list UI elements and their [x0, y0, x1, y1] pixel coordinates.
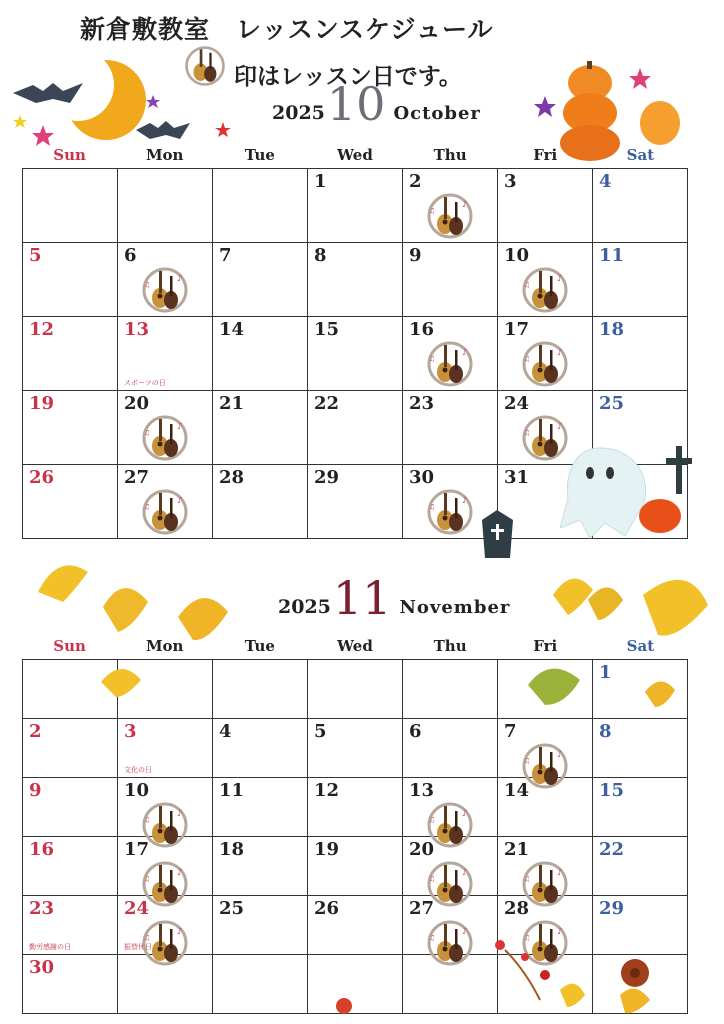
- calendar-day-cell: [213, 896, 308, 955]
- calendar-day-cell: [593, 837, 688, 896]
- calendar-day-cell: [118, 778, 213, 837]
- day-number: 14: [219, 319, 245, 340]
- calendar-day-cell: [498, 317, 593, 391]
- ginkgo-leaf-icon: [525, 660, 585, 710]
- october-month-name: October: [393, 103, 481, 124]
- day-number: 23: [29, 898, 55, 919]
- calendar-week-row: [23, 169, 688, 243]
- svg-text:♫: ♫: [144, 934, 151, 942]
- calendar-day-cell: [118, 243, 213, 317]
- svg-text:♫: ♫: [144, 429, 151, 437]
- calendar-week-row: [23, 837, 688, 896]
- svg-text:♫: ♫: [524, 875, 531, 883]
- svg-text:♪: ♪: [462, 496, 468, 506]
- day-number: 26: [29, 467, 55, 488]
- calendar-day-cell: [213, 719, 308, 778]
- guitar-lesson-icon: [520, 265, 570, 315]
- weekday-wed: Wed: [337, 637, 373, 655]
- svg-text:♫: ♫: [144, 816, 151, 824]
- calendar-day-cell: [23, 955, 118, 1014]
- day-number: 17: [124, 839, 150, 860]
- calendar-day-cell: [213, 169, 308, 243]
- guitar-lesson-icon: [140, 265, 190, 315]
- calendar-day-cell: [118, 896, 213, 955]
- calendar-day-cell: [23, 719, 118, 778]
- day-number: 2: [29, 721, 42, 742]
- calendar-day-cell: [498, 719, 593, 778]
- calendar-day-cell: [213, 660, 308, 719]
- day-number: 28: [219, 467, 245, 488]
- svg-text:♪: ♪: [462, 809, 468, 819]
- svg-text:♪: ♪: [462, 200, 468, 210]
- holiday-label: スポーツの日: [124, 379, 166, 387]
- page-subtitle: 印はレッスン日です。: [234, 64, 462, 90]
- calendar-day-cell: [213, 778, 308, 837]
- calendar-week-row: [23, 778, 688, 837]
- calendar-day-cell: [23, 837, 118, 896]
- svg-text:♪: ♪: [177, 422, 183, 432]
- weekday-sat: Sat: [626, 146, 655, 164]
- calendar-day-cell: [308, 719, 403, 778]
- day-number: 8: [599, 721, 612, 742]
- svg-text:♫: ♫: [524, 934, 531, 942]
- day-number: 17: [504, 319, 530, 340]
- autumn-leaves-decoration: [485, 935, 685, 1023]
- svg-text:♫: ♫: [144, 503, 151, 511]
- svg-text:♪: ♪: [462, 868, 468, 878]
- weekday-thu: Thu: [433, 146, 467, 164]
- calendar-day-cell: [213, 837, 308, 896]
- svg-text:♫: ♫: [524, 281, 531, 289]
- calendar-day-cell: [593, 169, 688, 243]
- calendar-day-cell: [593, 719, 688, 778]
- november-header: [278, 571, 511, 625]
- svg-text:♫: ♫: [524, 429, 531, 437]
- day-number: 18: [219, 839, 245, 860]
- day-number: 29: [599, 898, 625, 919]
- svg-text:♫: ♫: [144, 281, 151, 289]
- day-number: 3: [504, 171, 517, 192]
- weekday-thu: Thu: [433, 637, 467, 655]
- day-number: 14: [504, 780, 530, 801]
- weekday-wed: Wed: [337, 146, 373, 164]
- calendar-day-cell: [498, 837, 593, 896]
- day-number: 20: [409, 839, 435, 860]
- page-title: 新倉敷教室 レッスンスケジュール: [80, 15, 494, 44]
- day-number: 10: [504, 245, 530, 266]
- day-number: 25: [599, 393, 625, 414]
- calendar-day-cell: [23, 465, 118, 539]
- day-number: 1: [599, 662, 612, 683]
- november-month-number: 11: [332, 571, 392, 625]
- calendar-day-cell: [403, 837, 498, 896]
- day-number: 16: [29, 839, 55, 860]
- day-number: 27: [124, 467, 150, 488]
- day-number: 13: [409, 780, 435, 801]
- weekday-tue: Tue: [244, 637, 275, 655]
- day-number: 6: [124, 245, 137, 266]
- svg-text:♫: ♫: [429, 875, 436, 883]
- weekday-fri: Fri: [533, 146, 558, 164]
- november-year: 2025: [278, 596, 331, 618]
- svg-text:♫: ♫: [429, 934, 436, 942]
- svg-text:♪: ♪: [557, 348, 563, 358]
- weekday-sun: Sun: [53, 146, 86, 164]
- calendar-day-cell: [498, 243, 593, 317]
- day-number: 31: [504, 467, 530, 488]
- moon-bats-decoration: [8, 55, 248, 150]
- ginkgo-leaf-icon: [96, 662, 146, 702]
- october-weekday-header: [22, 146, 688, 164]
- day-number: 25: [219, 898, 245, 919]
- calendar-week-row: [23, 243, 688, 317]
- calendar-day-cell: [23, 896, 118, 955]
- calendar-day-cell: [498, 169, 593, 243]
- svg-text:♫: ♫: [429, 816, 436, 824]
- calendar-day-cell: [118, 837, 213, 896]
- calendar-day-cell: [308, 243, 403, 317]
- svg-text:♪: ♪: [177, 274, 183, 284]
- calendar-day-cell: [23, 391, 118, 465]
- calendar-day-cell: [118, 465, 213, 539]
- day-number: 9: [29, 780, 42, 801]
- ginkgo-leaves-right: [548, 565, 713, 645]
- day-number: 19: [314, 839, 340, 860]
- svg-text:♪: ♪: [557, 274, 563, 284]
- day-number: 9: [409, 245, 422, 266]
- svg-text:♪: ♪: [177, 868, 183, 878]
- day-number: 22: [599, 839, 625, 860]
- day-number: 30: [29, 957, 55, 978]
- svg-text:♪: ♪: [557, 422, 563, 432]
- day-number: 27: [409, 898, 435, 919]
- calendar-day-cell: [23, 169, 118, 243]
- calendar-day-cell: [23, 778, 118, 837]
- calendar-day-cell: [118, 719, 213, 778]
- calendar-day-cell: [593, 778, 688, 837]
- day-number: 26: [314, 898, 340, 919]
- ginkgo-leaf-icon: [640, 672, 680, 712]
- day-number: 15: [314, 319, 340, 340]
- holiday-label: 勤労感謝の日: [29, 943, 71, 951]
- day-number: 10: [124, 780, 150, 801]
- october-header: [272, 77, 481, 131]
- november-month-name: November: [399, 597, 511, 618]
- guitar-lesson-icon: [520, 339, 570, 389]
- calendar-day-cell: [308, 317, 403, 391]
- calendar-day-cell: [403, 169, 498, 243]
- calendar-day-cell: [213, 391, 308, 465]
- calendar-day-cell: [403, 778, 498, 837]
- weekday-mon: Mon: [145, 637, 184, 655]
- guitar-lesson-icon: [425, 339, 475, 389]
- calendar-day-cell: [308, 778, 403, 837]
- calendar-day-cell: [403, 243, 498, 317]
- day-number: 12: [314, 780, 340, 801]
- calendar-day-cell: [403, 719, 498, 778]
- day-number: 28: [504, 898, 530, 919]
- october-year: 2025: [272, 102, 325, 124]
- day-number: 13: [124, 319, 150, 340]
- october-month-number: 10: [326, 77, 386, 131]
- calendar-week-row: [23, 719, 688, 778]
- day-number: 1: [314, 171, 327, 192]
- day-number: 5: [29, 245, 42, 266]
- calendar-day-cell: [213, 465, 308, 539]
- day-number: 4: [599, 171, 612, 192]
- ghost-decoration: [480, 438, 695, 563]
- svg-text:♫: ♫: [429, 503, 436, 511]
- svg-text:♪: ♪: [177, 927, 183, 937]
- svg-text:♪: ♪: [557, 927, 563, 937]
- guitar-lesson-icon: [425, 487, 475, 537]
- svg-text:♪: ♪: [177, 496, 183, 506]
- calendar-day-cell: [23, 317, 118, 391]
- calendar-day-cell: [308, 391, 403, 465]
- holiday-label: 振替休日: [124, 943, 152, 951]
- day-number: 16: [409, 319, 435, 340]
- svg-text:♫: ♫: [429, 207, 436, 215]
- weekday-tue: Tue: [244, 146, 275, 164]
- weekday-sat: Sat: [626, 637, 655, 655]
- day-number: 24: [124, 898, 150, 919]
- day-number: 8: [314, 245, 327, 266]
- svg-text:♪: ♪: [462, 348, 468, 358]
- day-number: 11: [599, 245, 625, 266]
- calendar-day-cell: [23, 243, 118, 317]
- calendar-day-cell: [308, 955, 403, 1014]
- svg-text:♪: ♪: [177, 809, 183, 819]
- weekday-mon: Mon: [145, 146, 184, 164]
- weekday-fri: Fri: [533, 637, 558, 655]
- day-number: 20: [124, 393, 150, 414]
- calendar-day-cell: [118, 169, 213, 243]
- svg-text:♪: ♪: [557, 750, 563, 760]
- day-number: 4: [219, 721, 232, 742]
- calendar-day-cell: [403, 896, 498, 955]
- calendar-day-cell: [308, 169, 403, 243]
- red-berry-icon: [334, 996, 354, 1016]
- holiday-label: 文化の日: [124, 766, 152, 774]
- day-number: 5: [314, 721, 327, 742]
- calendar-day-cell: [213, 317, 308, 391]
- day-number: 24: [504, 393, 530, 414]
- weekday-sun: Sun: [53, 637, 86, 655]
- svg-text:♫: ♫: [524, 355, 531, 363]
- day-number: 11: [219, 780, 245, 801]
- guitar-lesson-icon: [140, 413, 190, 463]
- calendar-day-cell: [403, 660, 498, 719]
- day-number: 15: [599, 780, 625, 801]
- calendar-day-cell: [118, 391, 213, 465]
- calendar-day-cell: [118, 317, 213, 391]
- day-number: 29: [314, 467, 340, 488]
- calendar-day-cell: [308, 660, 403, 719]
- calendar-day-cell: [308, 465, 403, 539]
- day-number: 21: [219, 393, 245, 414]
- day-number: 30: [409, 467, 435, 488]
- calendar-day-cell: [308, 837, 403, 896]
- day-number: 7: [219, 245, 232, 266]
- day-number: 22: [314, 393, 340, 414]
- svg-text:♪: ♪: [462, 927, 468, 937]
- calendar-day-cell: [213, 955, 308, 1014]
- day-number: 12: [29, 319, 55, 340]
- calendar-day-cell: [118, 955, 213, 1014]
- svg-text:♫: ♫: [144, 875, 151, 883]
- day-number: 7: [504, 721, 517, 742]
- calendar-day-cell: [308, 896, 403, 955]
- calendar-day-cell: [593, 317, 688, 391]
- calendar-day-cell: [403, 955, 498, 1014]
- calendar-day-cell: [213, 243, 308, 317]
- calendar-day-cell: [403, 317, 498, 391]
- day-number: 18: [599, 319, 625, 340]
- guitar-lesson-icon: [425, 191, 475, 241]
- svg-text:♫: ♫: [524, 757, 531, 765]
- svg-text:♫: ♫: [429, 355, 436, 363]
- svg-text:♪: ♪: [557, 868, 563, 878]
- day-number: 21: [504, 839, 530, 860]
- calendar-day-cell: [593, 243, 688, 317]
- day-number: 3: [124, 721, 137, 742]
- calendar-day-cell: [498, 778, 593, 837]
- calendar-week-row: [23, 317, 688, 391]
- november-weekday-header: [22, 637, 688, 655]
- day-number: 6: [409, 721, 422, 742]
- day-number: 2: [409, 171, 422, 192]
- guitar-lesson-icon: [140, 487, 190, 537]
- day-number: 23: [409, 393, 435, 414]
- day-number: 19: [29, 393, 55, 414]
